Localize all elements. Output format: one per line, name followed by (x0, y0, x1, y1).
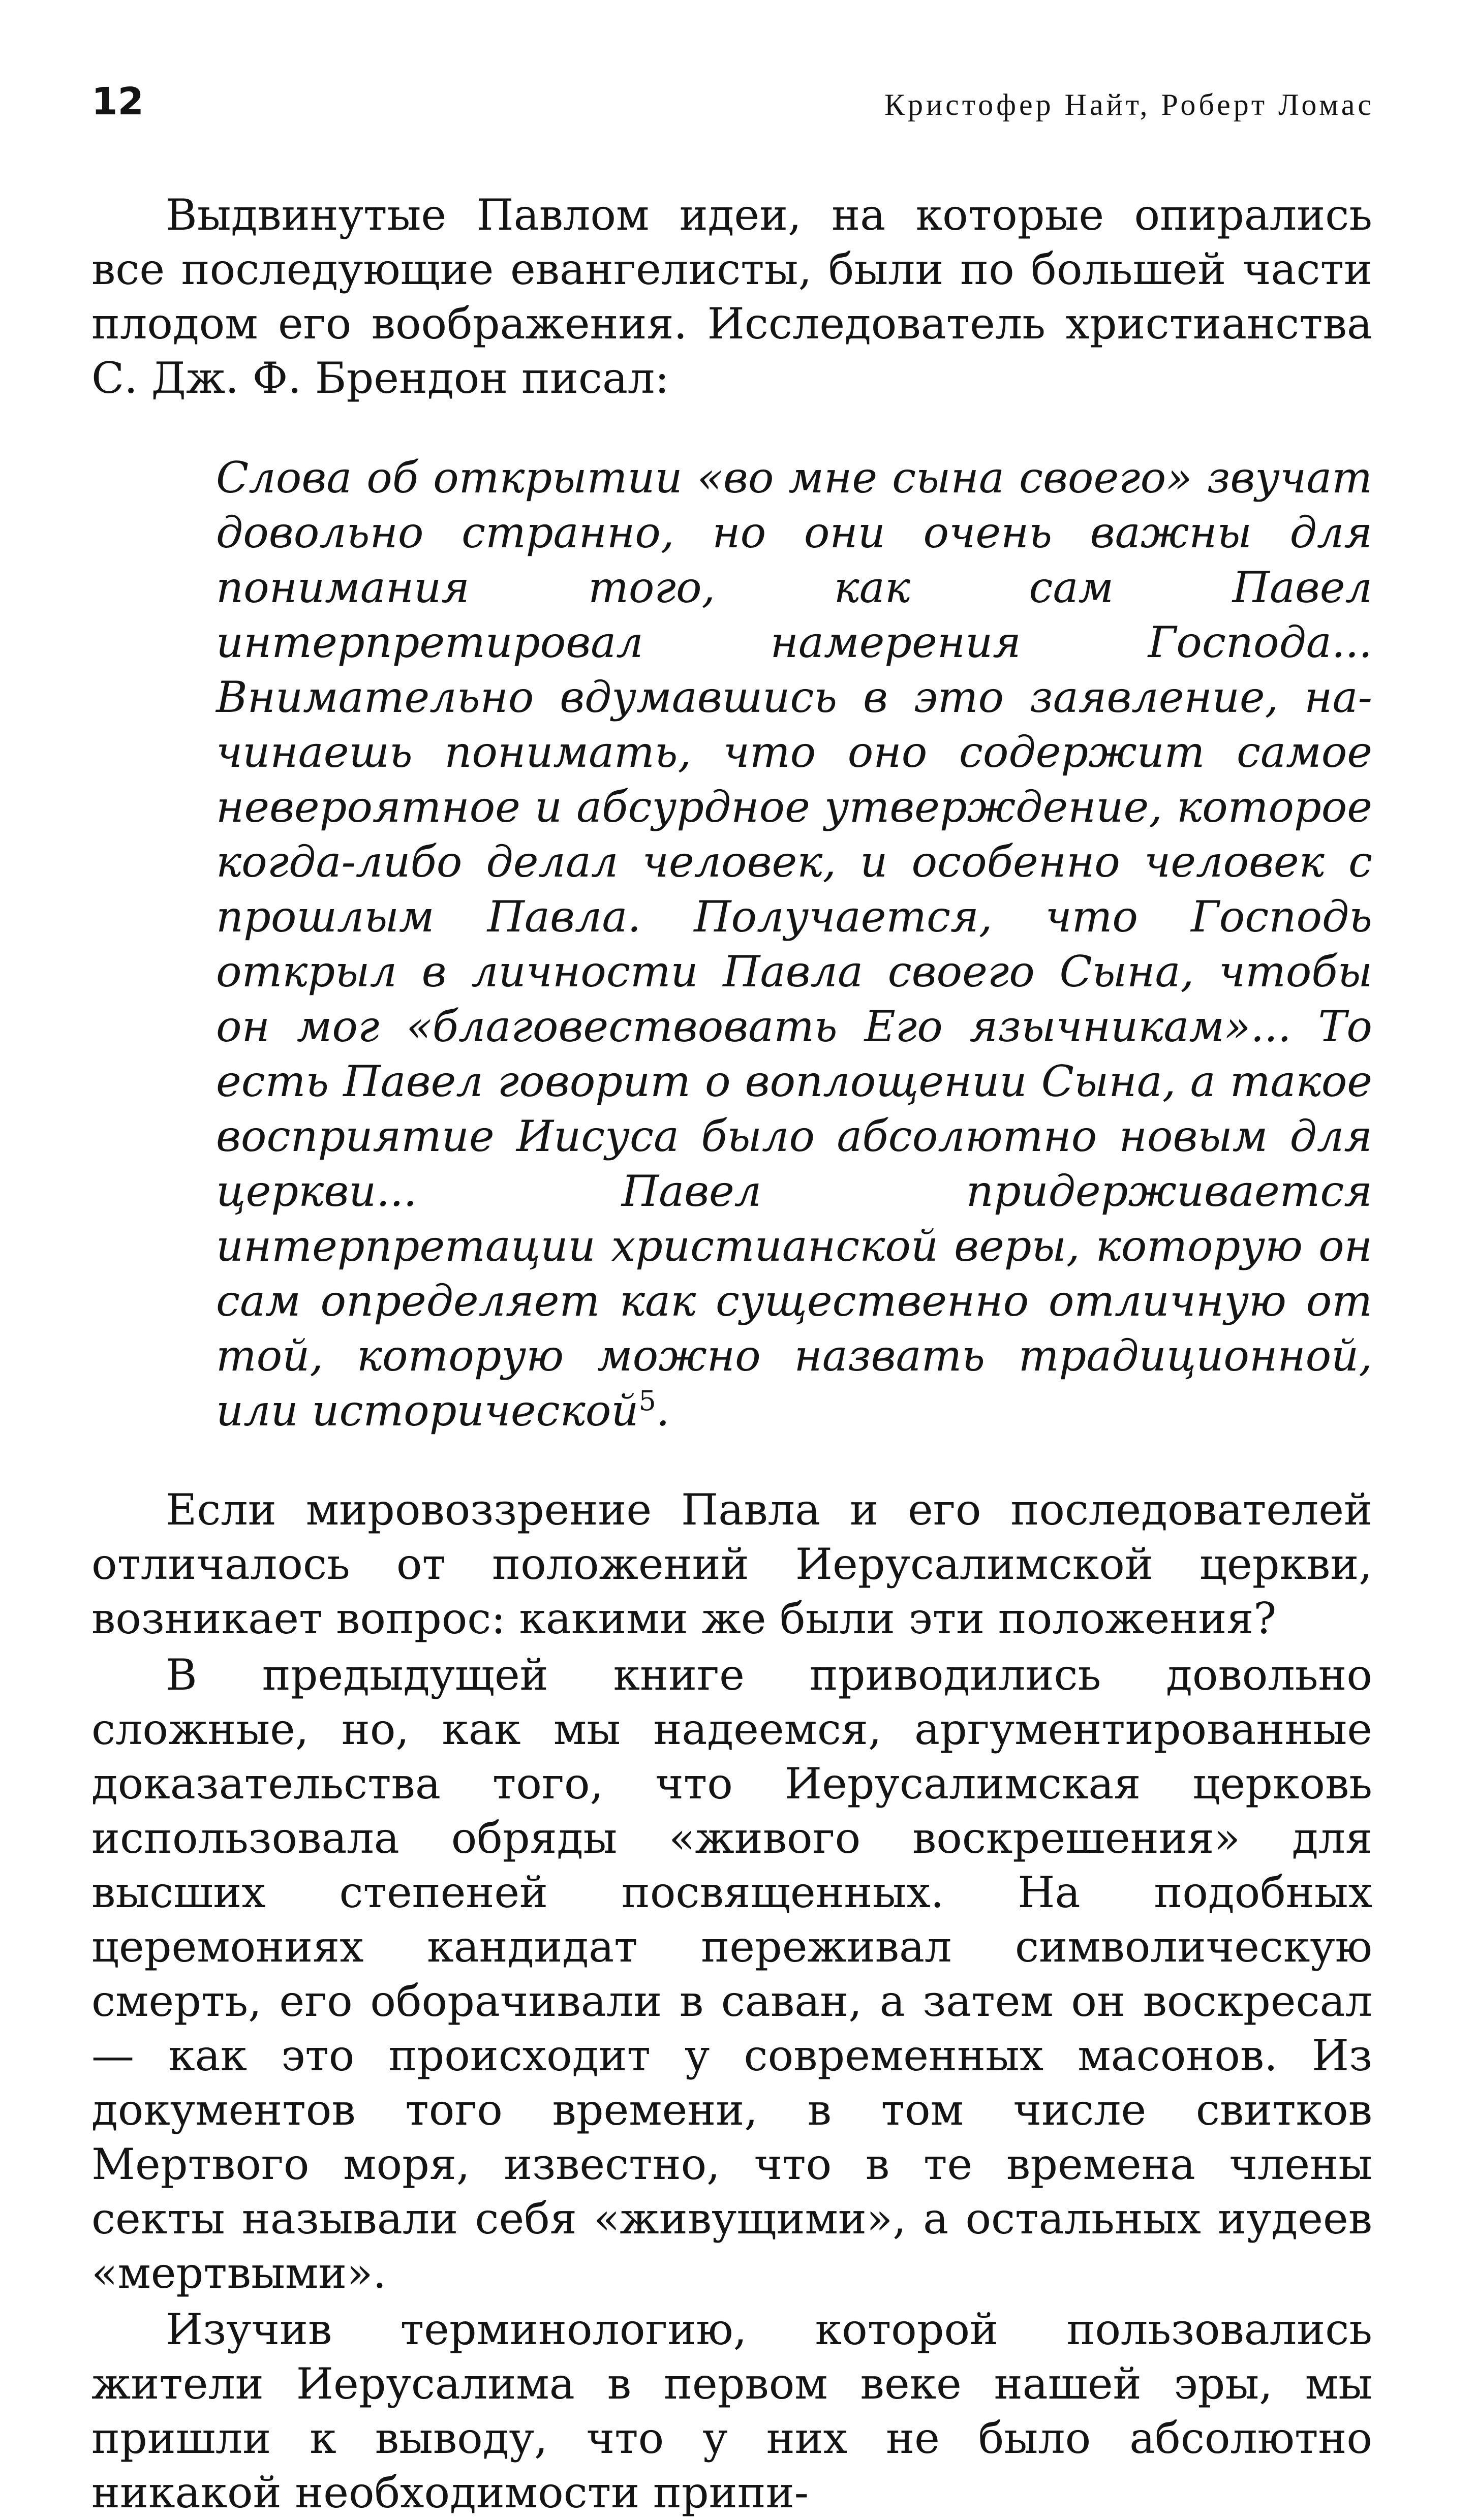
page-number: 12 (91, 80, 144, 123)
paragraph: В предыдущей книге приводились довольно сложные, но, как мы надеемся, аргументированные доказательства того, что Иерусалимская церковь использовала обряды «живого воскрешения» для высших степеней посвященных. На подобных церемониях кандидат переживал символическую смерть, его оборачивали в саван, а затем он воскресал — как это происходит у современных масонов. Из документов того времени, в том числе свитков Мертвого моря, известно, что в те времена члены секты называли себя «живущими», а остальных иудеев «мертвыми». (91, 1650, 1372, 2298)
footnote-marker: 5 (638, 1385, 656, 1417)
running-head: Кристофер Найт, Роберт Ломас (884, 88, 1374, 121)
quote-text: Слова об открытии «во мне сына своего» звучат довольно странно, но они очень важны для понимания того, как сам Павел интерпретировал намерения Господа... Внимательно вдумавшись в это заявление, начинаешь понимать, что оно содержит самое невероятное и абсурдное утверждение, которое когда-либо делал человек, и особенно человек с прошлым Павла. Получается, что Господь открыл в личности Павла своего Сына, чтобы он мог «благовествовать Его язычникам»... То есть Павел говорит о воплощении Сына, а такое восприятие Иисуса было абсолютно новым для церкви... Павел придерживается интерпретации христианской веры, которую он сам определяет как существенно отличную от той, которую можно назвать традиционной, или исторической (216, 453, 1372, 1436)
page-header (91, 76, 1374, 127)
paragraph: Если мировоззрение Павла и его последователей отличалось от положений Иерусалимской церкви, возникает вопрос: какими же были эти положения? (91, 1485, 1372, 1643)
quote-end: . (656, 1386, 670, 1436)
block-quote (216, 450, 1372, 1438)
paragraph: Выдвинутые Павлом идеи, на которые опирались все последующие евангелисты, были по большей части плодом его воображения. Исследователь христианства С. Дж. Ф. Брендон писал: (91, 190, 1372, 403)
page-body (91, 188, 1372, 2520)
paragraph: Изучив терминологию, которой пользовались жители Иерусалима в первом веке нашей эры, мы пришли к выводу, что у них не было абсолютно никакой необходимости припи- (91, 2305, 1372, 2517)
